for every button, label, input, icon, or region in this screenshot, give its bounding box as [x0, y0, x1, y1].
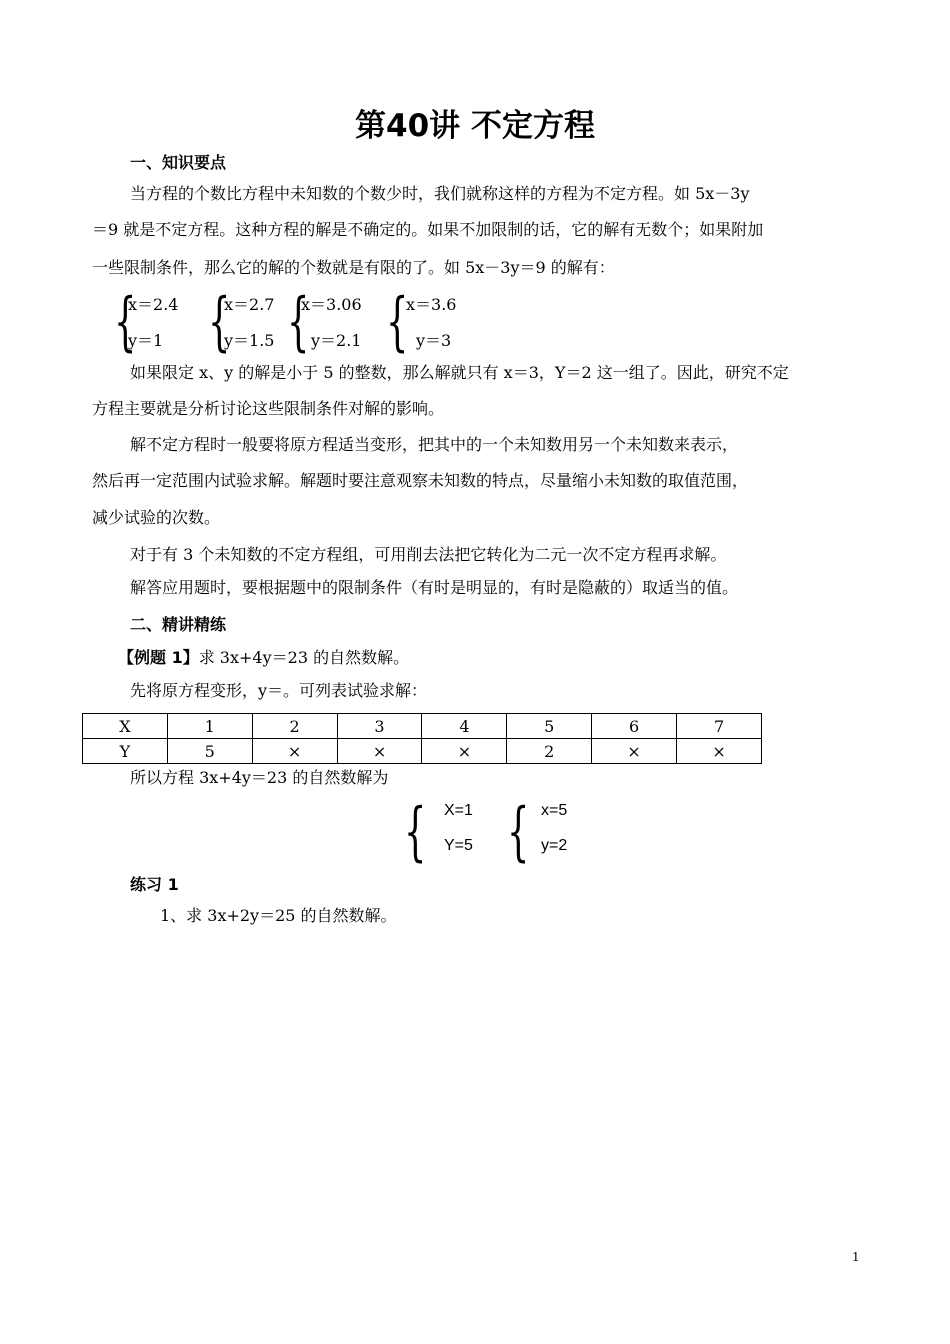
table-cell: X: [83, 714, 168, 739]
left-brace-icon: {: [507, 795, 530, 869]
equation-system-2: [208, 285, 293, 362]
left-brace-icon: {: [287, 285, 310, 359]
equation-system-4: [386, 285, 476, 362]
example-label: 【例题 1】: [118, 648, 199, 667]
left-brace-icon: {: [208, 285, 231, 359]
table-cell: 7: [677, 714, 762, 739]
table-row: [83, 714, 762, 739]
example-text: 求 3x+4y＝23 的自然数解。: [198, 648, 410, 667]
page-number: 1: [852, 1250, 860, 1264]
table-cell: Y: [83, 739, 168, 764]
table-cell: 6: [592, 714, 677, 739]
exercise-heading: 练习 1: [130, 875, 179, 894]
solution-x-value: X=1: [444, 802, 473, 819]
left-brace-icon: {: [404, 795, 427, 869]
system-x-value: x＝2.4: [128, 295, 179, 314]
equation-system-1: [114, 285, 204, 362]
table-cell: 4: [422, 714, 507, 739]
system-x-value: x＝3.06: [301, 295, 362, 314]
table-cell: ×: [677, 739, 762, 764]
solution-y-value: y=2: [541, 837, 568, 854]
table-cell: ×: [252, 739, 337, 764]
trial-table: [82, 713, 762, 764]
system-x-value: x＝3.6: [406, 295, 457, 314]
example-1: [118, 640, 409, 676]
system-y-value: y＝1: [128, 331, 164, 350]
paragraph-word-problems: 解答应用题时，要根据题中的限制条件（有时是明显的，有时是隐蔽的）取适当的值。: [130, 578, 739, 597]
table-cell: ×: [337, 739, 422, 764]
left-brace-icon: {: [114, 285, 137, 359]
table-cell: 2: [252, 714, 337, 739]
paragraph-definition-line-2: ＝9 就是不定方程。这种方程的解是不确定的。如果不加限制的话，它的解有无数个；如果附加: [92, 220, 764, 239]
table-cell: 2: [507, 739, 592, 764]
system-y-value: y＝2.1: [311, 331, 362, 350]
paragraph-method-line-3: 减少试验的次数。: [92, 508, 221, 527]
table-cell: ×: [422, 739, 507, 764]
table-cell: 5: [167, 739, 252, 764]
solution-system-2: [507, 795, 597, 872]
example-intro: 先将原方程变形，y＝。可列表试验求解：: [130, 681, 428, 700]
section-heading-practice: 二、精讲精练: [130, 615, 227, 634]
table-cell: 5: [507, 714, 592, 739]
equation-system-3: [287, 285, 382, 362]
paragraph-method-line-2: 然后再一定范围内试验求解。解题时要注意观察未知数的特点，尽量缩小未知数的取值范围，: [92, 471, 749, 490]
paragraph-three-unknowns: 对于有 3 个未知数的不定方程组，可用削去法把它转化为二元一次不定方程再求解。: [130, 545, 727, 564]
system-y-value: y＝3: [416, 331, 452, 350]
paragraph-method-line-1: 解不定方程时一般要将原方程适当变形，把其中的一个未知数用另一个未知数来表示，: [130, 435, 739, 454]
system-x-value: x＝2.7: [224, 295, 275, 314]
table-cell: 3: [337, 714, 422, 739]
system-y-value: y＝1.5: [224, 331, 275, 350]
table-cell: 1: [167, 714, 252, 739]
example-conclusion: 所以方程 3x+4y＝23 的自然数解为: [130, 768, 389, 787]
page-title: 第40讲 不定方程: [355, 108, 595, 144]
solution-system-1: [404, 795, 494, 872]
solution-x-value: x=5: [541, 802, 568, 819]
paragraph-definition-line-3: 一些限制条件，那么它的解的个数就是有限的了。如 5x－3y＝9 的解有：: [92, 258, 615, 277]
paragraph-restriction-line-2: 方程主要就是分析讨论这些限制条件对解的影响。: [92, 399, 445, 418]
section-heading-knowledge: 一、知识要点: [130, 153, 227, 172]
left-brace-icon: {: [386, 285, 409, 359]
solution-y-value: Y=5: [444, 837, 473, 854]
paragraph-definition-line-1: 当方程的个数比方程中未知数的个数少时，我们就称这样的方程为不定方程。如 5x－3y: [130, 184, 750, 203]
exercise-item-1: 1、求 3x+2y＝25 的自然数解。: [160, 906, 397, 925]
paragraph-restriction-line-1: 如果限定 x、y 的解是小于 5 的整数，那么解就只有 x＝3，Y＝2 这一组了。因此，研究不定: [130, 363, 789, 382]
table-cell: ×: [592, 739, 677, 764]
